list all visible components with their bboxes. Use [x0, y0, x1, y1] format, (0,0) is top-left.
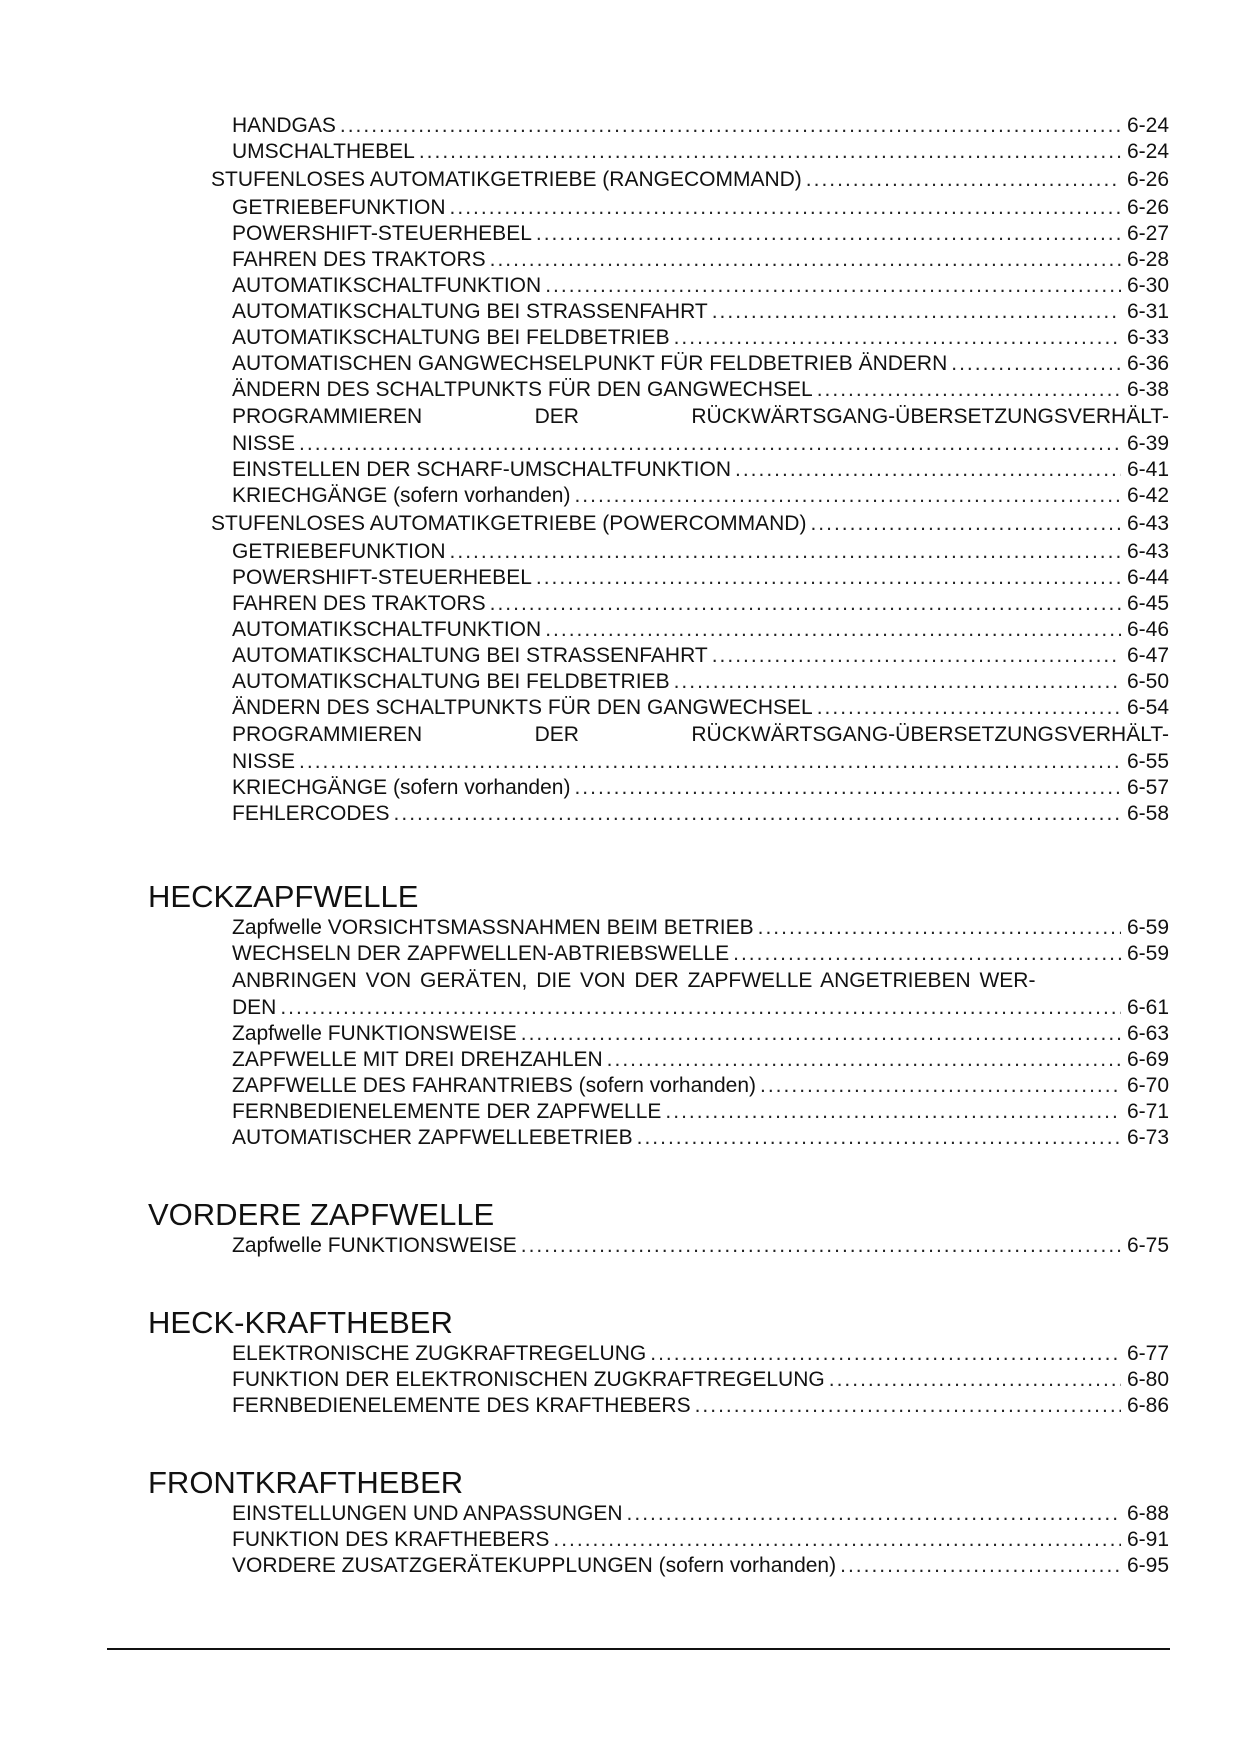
toc-page-number: 6-95 — [1126, 1554, 1169, 1577]
toc-entry-wrapped-first-line[interactable] — [232, 721, 1169, 749]
toc-entry[interactable] — [232, 299, 1169, 325]
toc-entry-title: ZAPFWELLE MIT DREI DREHZAHLEN — [232, 1048, 603, 1071]
dot-leader — [806, 165, 1121, 195]
toc-entry[interactable] — [232, 695, 1169, 721]
toc-page-number: 6-24 — [1126, 140, 1169, 163]
dot-leader — [394, 801, 1121, 827]
toc-page-number: 6-57 — [1126, 776, 1169, 799]
toc-page-number: 6-69 — [1126, 1048, 1169, 1071]
toc-page-number: 6-30 — [1126, 274, 1169, 297]
toc-entry[interactable] — [232, 539, 1169, 565]
toc-word: RÜCKWÄRTSGANG-ÜBERSETZUNGSVERHÄLT- — [691, 405, 1169, 428]
toc-entry[interactable] — [232, 221, 1169, 247]
toc-entry[interactable] — [232, 273, 1169, 299]
toc-page-number: 6-27 — [1126, 222, 1169, 245]
toc-page-number: 6-54 — [1126, 696, 1169, 719]
toc-entry[interactable] — [232, 1553, 1169, 1579]
section-heading: HECK-KRAFTHEBER — [148, 1305, 453, 1340]
toc-entry-title: POWERSHIFT-STEUERHEBEL — [232, 566, 532, 589]
toc-entry-title: GETRIEBEFUNKTION — [232, 196, 446, 219]
toc-entry-title: EINSTELLUNGEN UND ANPASSUNGEN — [232, 1502, 623, 1525]
toc-entry[interactable] — [232, 457, 1169, 483]
toc-page-number: 6-80 — [1126, 1368, 1169, 1391]
dot-leader — [299, 749, 1121, 775]
toc-entry-title: FEHLERCODES — [232, 802, 390, 825]
dot-leader — [280, 995, 1121, 1021]
toc-entry-title: ÄNDERN DES SCHALTPUNKTS FÜR DEN GANGWECHSEL — [232, 378, 813, 401]
footer-rule — [107, 1648, 1170, 1650]
dot-leader — [665, 1099, 1121, 1125]
toc-page-number: 6-45 — [1126, 592, 1169, 615]
toc-word: PROGRAMMIEREN — [232, 405, 423, 428]
dot-leader — [712, 643, 1121, 669]
dot-leader — [951, 351, 1121, 377]
toc-entry-title: AUTOMATIKSCHALTUNG BEI STRASSENFAHRT — [232, 644, 708, 667]
toc-page-number: 6-63 — [1126, 1022, 1169, 1045]
toc-entry-title: FERNBEDIENELEMENTE DES KRAFTHEBERS — [232, 1394, 691, 1417]
toc-entry-title: STUFENLOSES AUTOMATIKGETRIEBE (RANGECOMMAND) — [211, 168, 802, 191]
dot-leader — [733, 941, 1121, 967]
toc-entry[interactable] — [232, 1501, 1169, 1527]
toc-block-front-zapf — [0, 1233, 1241, 1259]
dot-leader — [490, 591, 1121, 617]
toc-entry[interactable] — [232, 431, 1169, 457]
toc-entry[interactable] — [232, 643, 1169, 669]
toc-section-entry[interactable] — [211, 509, 1169, 539]
toc-page-number: 6-88 — [1126, 1502, 1169, 1525]
toc-entry-title: AUTOMATIKSCHALTUNG BEI FELDBETRIEB — [232, 326, 670, 349]
toc-entry[interactable] — [232, 801, 1169, 827]
toc-page-number: 6-43 — [1126, 540, 1169, 563]
toc-entry[interactable] — [232, 941, 1169, 967]
toc-block-front-kraft — [0, 1501, 1241, 1579]
dot-leader — [299, 431, 1121, 457]
dot-leader — [817, 377, 1121, 403]
toc-entry-title: KRIECHGÄNGE (sofern vorhanden) — [232, 776, 571, 799]
toc-page-number: 6-46 — [1126, 618, 1169, 641]
dot-leader — [419, 139, 1121, 165]
toc-entry-title: ELEKTRONISCHE ZUGKRAFTREGELUNG — [232, 1342, 647, 1365]
toc-page-number: 6-26 — [1126, 196, 1169, 219]
toc-word: DER — [534, 405, 579, 428]
toc-page-number: 6-26 — [1126, 168, 1169, 191]
toc-page-number: 6-39 — [1126, 432, 1169, 455]
toc-entry-title: FAHREN DES TRAKTORS — [232, 248, 486, 271]
toc-entry[interactable] — [232, 749, 1169, 775]
toc-entry[interactable] — [232, 247, 1169, 273]
toc-entry[interactable] — [232, 565, 1169, 591]
toc-entry-title: AUTOMATIKSCHALTUNG BEI STRASSENFAHRT — [232, 300, 708, 323]
toc-entry[interactable] — [232, 351, 1169, 377]
toc-block-tail — [0, 775, 1241, 827]
section-heading: HECKZAPFWELLE — [148, 879, 419, 914]
toc-entry[interactable] — [232, 1021, 1169, 1047]
toc-entry-title: ZAPFWELLE DES FAHRANTRIEBS (sofern vorhanden) — [232, 1074, 757, 1097]
toc-entry-title: VORDERE ZUSATZGERÄTEKUPPLUNGEN (sofern vorhanden) — [232, 1554, 837, 1577]
dot-leader — [545, 273, 1121, 299]
toc-page-number: 6-61 — [1126, 996, 1169, 1019]
toc-entry-title: AUTOMATISCHER ZAPFWELLEBETRIEB — [232, 1126, 633, 1149]
toc-entry-title: KRIECHGÄNGE (sofern vorhanden) — [232, 484, 571, 507]
toc-page-number: 6-36 — [1126, 352, 1169, 375]
toc-page-number: 6-43 — [1126, 512, 1169, 535]
dot-leader — [817, 695, 1121, 721]
toc-block-heck-zapf — [0, 915, 1241, 967]
toc-entry[interactable] — [232, 1341, 1169, 1367]
toc-entry-title: ÄNDERN DES SCHALTPUNKTS FÜR DEN GANGWECHSEL — [232, 696, 813, 719]
dot-leader — [637, 1125, 1121, 1151]
toc-word: RÜCKWÄRTSGANG-ÜBERSETZUNGSVERHÄLT- — [691, 723, 1169, 746]
toc-entry[interactable] — [232, 377, 1169, 403]
toc-entry-title: Zapfwelle FUNKTIONSWEISE — [232, 1022, 517, 1045]
toc-page-number: 6-33 — [1126, 326, 1169, 349]
dot-leader — [490, 247, 1121, 273]
dot-leader — [545, 617, 1121, 643]
toc-page-number: 6-91 — [1126, 1528, 1169, 1551]
toc-page-number: 6-44 — [1126, 566, 1169, 589]
toc-word: DER — [534, 723, 579, 746]
section-heading: FRONTKRAFTHEBER — [148, 1465, 464, 1500]
dot-leader — [674, 325, 1121, 351]
toc-block-heck-zapf-2 — [0, 1021, 1241, 1151]
toc-entry-title: AUTOMATIKSCHALTFUNKTION — [232, 274, 542, 297]
toc-page-number: 6-73 — [1126, 1126, 1169, 1149]
toc-page-number: 6-42 — [1126, 484, 1169, 507]
dot-leader — [735, 457, 1121, 483]
dot-leader — [574, 483, 1121, 509]
toc-entry[interactable] — [232, 1125, 1169, 1151]
section-heading: VORDERE ZAPFWELLE — [148, 1197, 495, 1232]
toc-entry-title: WECHSELN DER ZAPFWELLEN-ABTRIEBSWELLE — [232, 942, 730, 965]
toc-entry[interactable] — [232, 483, 1169, 509]
dot-leader — [760, 1073, 1121, 1099]
dot-leader — [521, 1233, 1121, 1259]
toc-page-number: 6-28 — [1126, 248, 1169, 271]
dot-leader — [553, 1527, 1121, 1553]
toc-entry-title: AUTOMATIKSCHALTFUNKTION — [232, 618, 542, 641]
toc-block-heck-kraft — [0, 1341, 1241, 1419]
toc-page-number: 6-41 — [1126, 458, 1169, 481]
toc-entry[interactable] — [232, 1047, 1169, 1073]
toc-block-transmission-rangecommand — [0, 113, 1241, 403]
toc-page-number: 6-75 — [1126, 1234, 1169, 1257]
toc-page-number: 6-31 — [1126, 300, 1169, 323]
toc-page-number: 6-59 — [1126, 916, 1169, 939]
toc-entry[interactable] — [232, 1367, 1169, 1393]
dot-leader — [450, 195, 1121, 221]
toc-entry[interactable] — [232, 139, 1169, 165]
toc-page-number: 6-77 — [1126, 1342, 1169, 1365]
toc-block-transmission-powercommand — [0, 457, 1241, 721]
toc-entry[interactable] — [232, 617, 1169, 643]
toc-entry-title: AUTOMATIKSCHALTUNG BEI FELDBETRIEB — [232, 670, 670, 693]
toc-entry-title: Zapfwelle VORSICHTSMASSNAHMEN BEIM BETRIEB — [232, 916, 754, 939]
toc-page-number: 6-47 — [1126, 644, 1169, 667]
toc-entry-wrapped-first-line[interactable] — [232, 967, 1169, 995]
dot-leader — [536, 221, 1121, 247]
toc-entry-title: ANBRINGEN VON GERÄTEN, DIE VON DER ZAPFWELLE ANGETRIEBEN WER- — [232, 969, 1036, 992]
dot-leader — [450, 539, 1121, 565]
table-of-contents — [0, 113, 1241, 1579]
toc-entry-title: FAHREN DES TRAKTORS — [232, 592, 486, 615]
dot-leader — [607, 1047, 1121, 1073]
dot-leader — [712, 299, 1121, 325]
toc-page-number: 6-70 — [1126, 1074, 1169, 1097]
dot-leader — [536, 565, 1121, 591]
toc-page-number: 6-55 — [1126, 750, 1169, 773]
toc-entry-title: FUNKTION DER ELEKTRONISCHEN ZUGKRAFTREGELUNG — [232, 1368, 825, 1391]
toc-entry[interactable] — [232, 113, 1169, 139]
toc-entry-title: FERNBEDIENELEMENTE DER ZAPFWELLE — [232, 1100, 662, 1123]
toc-entry-title: POWERSHIFT-STEUERHEBEL — [232, 222, 532, 245]
toc-entry-title: HANDGAS — [232, 114, 336, 137]
toc-entry[interactable] — [232, 775, 1169, 801]
dot-leader — [758, 915, 1121, 941]
toc-page-number: 6-71 — [1126, 1100, 1169, 1123]
toc-entry[interactable] — [232, 1099, 1169, 1125]
toc-page-number: 6-59 — [1126, 942, 1169, 965]
toc-word: PROGRAMMIEREN — [232, 723, 423, 746]
dot-leader — [829, 1367, 1121, 1393]
toc-page-number: 6-38 — [1126, 378, 1169, 401]
dot-leader — [521, 1021, 1121, 1047]
toc-entry[interactable] — [232, 1527, 1169, 1553]
dot-leader — [674, 669, 1121, 695]
toc-entry-title: UMSCHALTHEBEL — [232, 140, 415, 163]
toc-entry[interactable] — [232, 195, 1169, 221]
toc-entry[interactable] — [232, 1233, 1169, 1259]
toc-entry-title: DEN — [232, 996, 277, 1019]
toc-entry-title: NISSE — [232, 750, 296, 773]
toc-entry-wrapped-first-line[interactable] — [232, 403, 1169, 431]
toc-section-entry[interactable] — [211, 165, 1169, 195]
dot-leader — [340, 113, 1121, 139]
toc-entry-title: STUFENLOSES AUTOMATIKGETRIEBE (POWERCOMMAND) — [211, 512, 807, 535]
toc-entry[interactable] — [232, 1073, 1169, 1099]
toc-entry[interactable] — [232, 915, 1169, 941]
toc-entry-title: NISSE — [232, 432, 296, 455]
toc-entry[interactable] — [232, 995, 1169, 1021]
dot-leader — [650, 1341, 1121, 1367]
toc-entry[interactable] — [232, 669, 1169, 695]
toc-entry-title: Zapfwelle FUNKTIONSWEISE — [232, 1234, 517, 1257]
dot-leader — [574, 775, 1121, 801]
dot-leader — [840, 1553, 1121, 1579]
toc-entry[interactable] — [232, 591, 1169, 617]
toc-entry[interactable] — [232, 1393, 1169, 1419]
toc-entry[interactable] — [232, 325, 1169, 351]
dot-leader — [627, 1501, 1121, 1527]
toc-entry-title: AUTOMATISCHEN GANGWECHSELPUNKT FÜR FELDBETRIEB ÄNDERN — [232, 352, 948, 375]
toc-entry-title: FUNKTION DES KRAFTHEBERS — [232, 1528, 550, 1551]
toc-page-number: 6-50 — [1126, 670, 1169, 693]
toc-entry-title: GETRIEBEFUNKTION — [232, 540, 446, 563]
toc-page-number: 6-86 — [1126, 1394, 1169, 1417]
toc-page-number: 6-24 — [1126, 114, 1169, 137]
toc-entry-title: EINSTELLEN DER SCHARF-UMSCHALTFUNKTION — [232, 458, 731, 481]
dot-leader — [695, 1393, 1121, 1419]
dot-leader — [810, 509, 1121, 539]
toc-page-number: 6-58 — [1126, 802, 1169, 825]
